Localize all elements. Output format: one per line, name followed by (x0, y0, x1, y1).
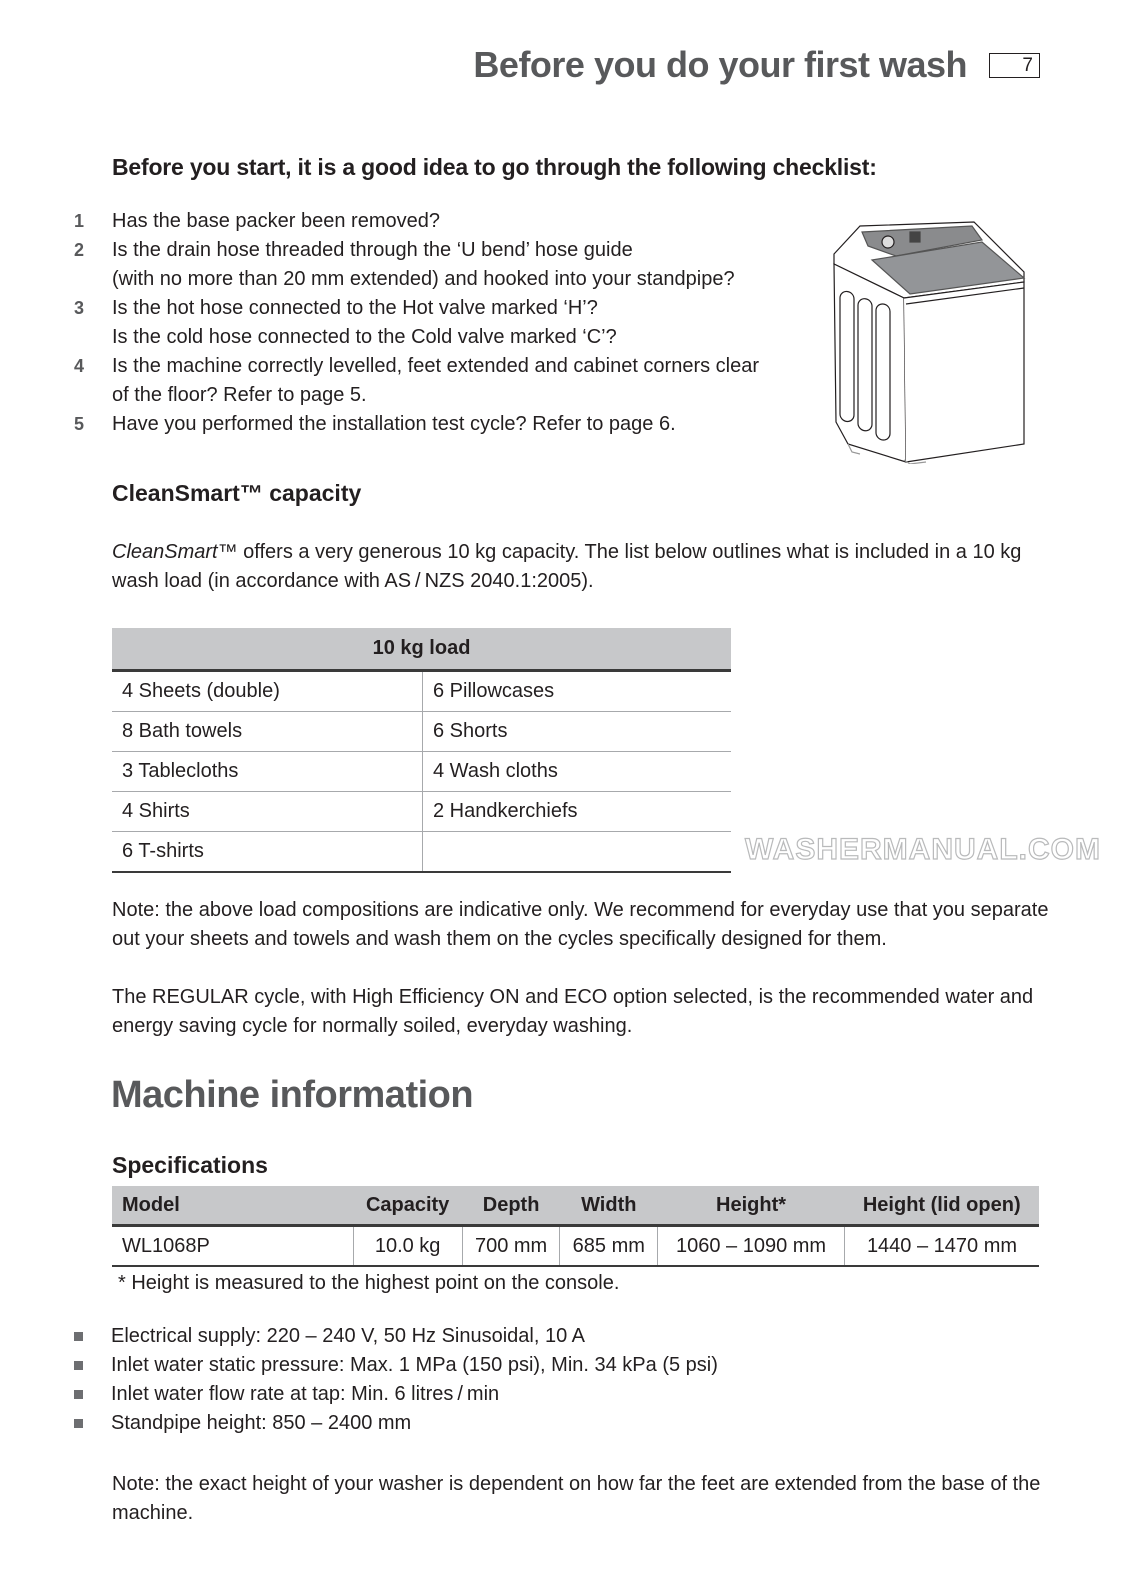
table-cell: 1060 – 1090 mm (658, 1226, 845, 1267)
height-footnote: * Height is measured to the highest point on the console. (118, 1272, 620, 1294)
spec-bullet-list (74, 1322, 718, 1438)
list-item (74, 1409, 718, 1438)
checklist-line: Is the cold hose connected to the Cold valve marked ‘C’? (112, 326, 617, 348)
load-table-header: 10 kg load (112, 628, 731, 671)
capacity-heading: CleanSmart™ capacity (112, 480, 362, 506)
page-title: Before you do your first wash (473, 44, 967, 85)
checklist-item (74, 294, 816, 352)
table-cell: 685 mm (560, 1226, 658, 1267)
checklist-line: Has the base packer been removed? (112, 210, 440, 232)
checklist-line: (with no more than 20 mm extended) and hooked into your standpipe? (112, 268, 735, 290)
washing-machine-illustration (826, 212, 1026, 464)
regular-cycle-note: The REGULAR cycle, with High Efficiency ON and ECO option selected, is the recommended water and energy saving cycle for normally soiled, everyday washing. (112, 986, 1034, 1037)
list-item (74, 1380, 718, 1409)
column-header: Height* (658, 1186, 845, 1226)
checklist-item (74, 207, 816, 236)
bullet-text: Inlet water static pressure: Max. 1 MPa (150 psi), Min. 34 kPa (5 psi) (111, 1354, 718, 1376)
table-cell: 700 mm (462, 1226, 560, 1267)
column-header: Depth (462, 1186, 560, 1226)
table-row (112, 1226, 1039, 1267)
checklist-item (74, 352, 816, 410)
table-cell: 4 Wash cloths (423, 752, 732, 792)
checklist (74, 207, 816, 439)
table-row (112, 792, 731, 832)
table-row (112, 671, 731, 712)
machine-info-heading: Machine information (111, 1074, 474, 1116)
specifications-table (112, 1186, 1039, 1267)
page-number: 7 (989, 53, 1040, 78)
bullet-text: Electrical supply: 220 – 240 V, 50 Hz Sinusoidal, 10 A (111, 1325, 586, 1347)
table-cell: 6 Shorts (423, 712, 732, 752)
specifications-heading: Specifications (112, 1152, 268, 1178)
capacity-intro (112, 538, 1052, 596)
table-cell: 1440 – 1470 mm (844, 1226, 1039, 1267)
checklist-number: 3 (74, 298, 85, 318)
table-cell: 3 Tablecloths (112, 752, 423, 792)
checklist-line: Is the drain hose threaded through the ‘U bend’ hose guide (112, 239, 633, 261)
column-header: Width (560, 1186, 658, 1226)
watermark: WASHERMANUAL.COM (745, 833, 1101, 866)
table-cell: 8 Bath towels (112, 712, 423, 752)
column-header: Height (lid open) (844, 1186, 1039, 1226)
checklist-number: 1 (74, 211, 85, 231)
load-table (112, 628, 731, 873)
bullet-square-icon (74, 1361, 83, 1370)
list-item (74, 1322, 718, 1351)
bullet-square-icon (74, 1419, 83, 1428)
brand-name: CleanSmart (112, 541, 218, 563)
bullet-square-icon (74, 1390, 83, 1399)
height-note: Note: the exact height of your washer is dependent on how far the feet are extended from the base of the machine. (112, 1473, 1041, 1524)
list-item (74, 1351, 718, 1380)
table-row (112, 752, 731, 792)
checklist-item (74, 410, 816, 439)
table-row (112, 832, 731, 873)
checklist-intro: Before you start, it is a good idea to go through the following checklist: (112, 154, 877, 180)
checklist-line: Have you performed the installation test cycle? Refer to page 6. (112, 413, 676, 435)
table-cell: 4 Sheets (double) (112, 671, 423, 712)
bullet-square-icon (74, 1332, 83, 1341)
table-cell: 10.0 kg (353, 1226, 462, 1267)
capacity-intro-text: ™ offers a very generous 10 kg capacity. The list below outlines what is included in a 10 kg wash load (in accordance with AS / NZS 2040.1:2005). (112, 541, 1022, 592)
column-header: Capacity (353, 1186, 462, 1226)
checklist-number: 2 (74, 240, 85, 260)
checklist-line: Is the hot hose connected to the Hot valve marked ‘H’? (112, 297, 598, 319)
checklist-number: 5 (74, 414, 85, 434)
table-row (112, 712, 731, 752)
table-cell: WL1068P (112, 1226, 353, 1267)
checklist-line: of the floor? Refer to page 5. (112, 384, 367, 406)
table-cell: 6 Pillowcases (423, 671, 732, 712)
checklist-line: Is the machine correctly levelled, feet extended and cabinet corners clear (112, 355, 760, 377)
checklist-number: 4 (74, 356, 85, 376)
table-cell: 4 Shirts (112, 792, 423, 832)
load-note: Note: the above load compositions are indicative only. We recommend for everyday use that you separate out your sheets and towels and wash them on the cycles specifically designed for them. (112, 899, 1049, 950)
column-header: Model (112, 1186, 353, 1226)
checklist-item (74, 236, 816, 294)
table-cell (423, 832, 732, 873)
bullet-text: Inlet water flow rate at tap: Min. 6 litres / min (111, 1383, 500, 1405)
bullet-text: Standpipe height: 850 – 2400 mm (111, 1412, 412, 1434)
table-cell: 2 Handkerchiefs (423, 792, 732, 832)
table-cell: 6 T-shirts (112, 832, 423, 873)
